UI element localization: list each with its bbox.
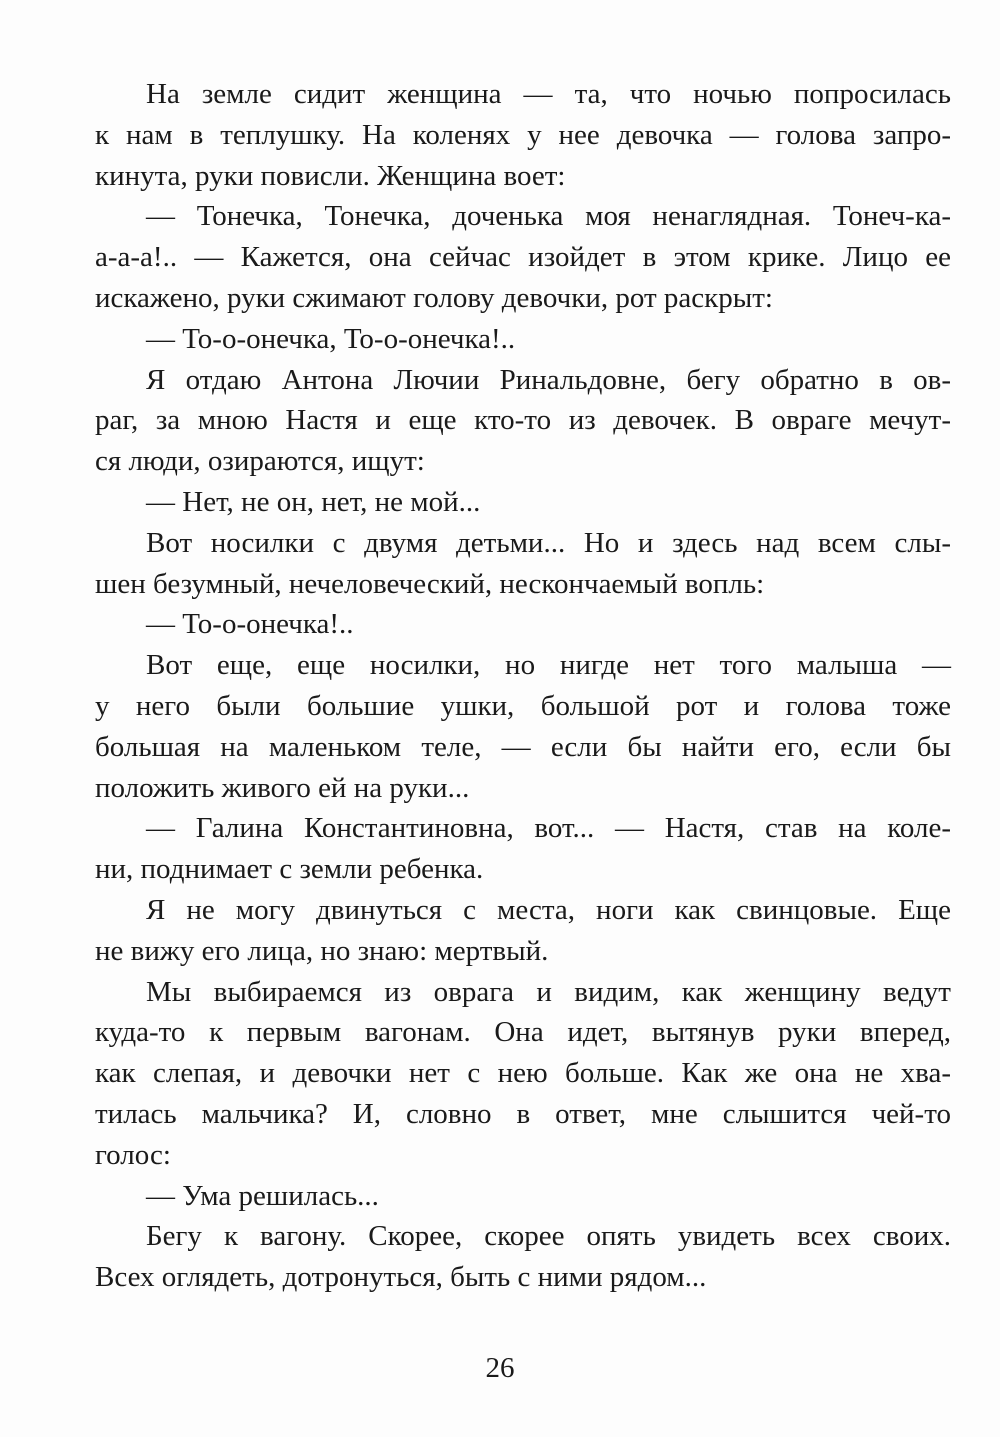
text-line: кинута, руки повисли. Женщина воет: — [95, 159, 566, 192]
text-line: куда-то к первым вагонам. Она идет, вытянув руки вперед, — [95, 1016, 951, 1049]
text-line: искажено, руки сжимают голову девочки, рот раскрыт: — [95, 281, 773, 314]
text-line: не вижу его лица, но знаю: мертвый. — [95, 934, 549, 967]
text-line: Я не могу двинуться с места, ноги как свинцовые. Еще — [146, 893, 951, 926]
text-line: — То-о-онечка, То-о-онечка!.. — [146, 322, 516, 355]
text-line: к нам в теплушку. На коленях у нее девочка — голова запро- — [95, 118, 951, 151]
text-line: — То-о-онечка!.. — [146, 608, 354, 641]
body-text — [95, 74, 951, 1298]
text-line: — Тонечка, Тонечка, доченька моя ненаглядная. Тонеч-ка- — [146, 200, 951, 233]
text-line: — Нет, не он, нет, не мой... — [146, 485, 481, 518]
text-line: На земле сидит женщина — та, что ночью попросилась — [146, 78, 951, 110]
page-number: 26 — [485, 1352, 515, 1384]
text-line: голос: — [95, 1138, 171, 1171]
text-line: большая на маленьком теле, — если бы найти его, если бы — [95, 730, 951, 763]
text-line: Вот еще, еще носилки, но нигде нет того малыша — — [146, 649, 951, 682]
text-line: положить живого ей на руки... — [95, 771, 470, 804]
text-line: ся люди, озираются, ищут: — [95, 445, 425, 478]
text-line: Мы выбираемся из оврага и видим, как женщину ведут — [146, 975, 951, 1008]
text-line: у него были большие ушки, большой рот и голова тоже — [95, 689, 951, 722]
text-line: Я отдаю Антона Лючии Ринальдовне, бегу обратно в ов- — [146, 363, 951, 396]
text-line: Вот носилки с двумя детьми... Но и здесь над всем слы- — [146, 526, 951, 559]
text-line: тилась мальчика? И, словно в ответ, мне слышится чей-то — [95, 1097, 951, 1130]
text-line: Бегу к вагону. Скорее, скорее опять увидеть всех своих. — [146, 1220, 951, 1253]
text-line: ни, поднимает с земли ребенка. — [95, 853, 484, 886]
text-line: Всех оглядеть, дотронуться, быть с ними рядом... — [95, 1261, 707, 1294]
text-line: шен безумный, нечеловеческий, нескончаемый вопль: — [95, 567, 765, 600]
text-line: как слепая, и девочки нет с нею больше. Как же она не хва- — [95, 1057, 951, 1090]
text-line: раг, за мною Настя и еще кто-то из девочек. В овраге мечут- — [95, 404, 951, 437]
text-line: а-а-а!.. — Кажется, она сейчас изойдет в этом крике. Лицо ее — [95, 241, 951, 274]
text-line: — Ума решилась... — [146, 1179, 379, 1212]
text-line: — Галина Константиновна, вот... — Настя, став на коле- — [146, 812, 951, 845]
